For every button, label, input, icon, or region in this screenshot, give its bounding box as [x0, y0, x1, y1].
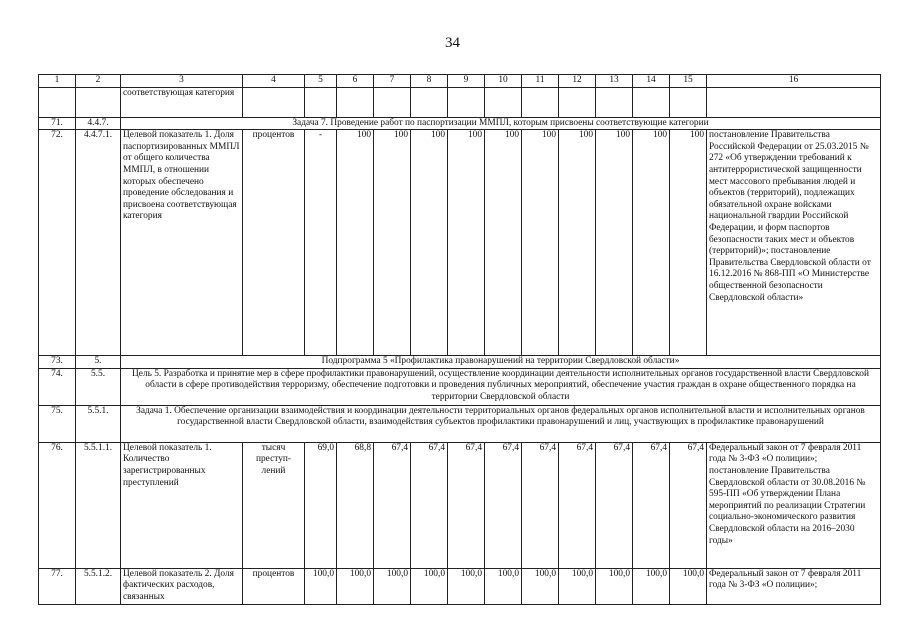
value-cell: 100,0 [670, 568, 707, 604]
value-cell: 100 [374, 130, 411, 356]
value-cell: 100 [448, 130, 485, 356]
row-code-cell: 5. [76, 356, 121, 369]
row-number-cell [39, 87, 76, 117]
table-row [39, 568, 881, 604]
table-row [39, 442, 881, 568]
column-header-12: 12 [559, 75, 596, 88]
source-document-cell: Федеральный закон от 7 февраля 2011 года № 3-ФЗ «О полиции»; постановление Правительства Свердловской области от 30.08.2016 № 595-ПП «Об утверждении Плана мероприятий по реализации Стратегии социально-экономического развития Свердловской области на 2016–2030 годы» [707, 442, 881, 568]
value-cell: 67,4 [522, 442, 559, 568]
value-cell: 67,4 [374, 442, 411, 568]
row-number-cell: 71. [39, 117, 76, 130]
column-header-3: 3 [121, 75, 243, 88]
column-header-6: 6 [337, 75, 374, 88]
table-row [39, 87, 881, 117]
column-header-15: 15 [670, 75, 707, 88]
indicator-name-cell: Целевой показатель 1. Доля паспортизированных ММПЛ от общего количества ММПЛ, в отношении которых обеспечено проведение обследования и присвоена соответствующая категория [121, 130, 243, 356]
unit-cell: процентов [243, 130, 305, 356]
value-cell: 100,0 [485, 568, 522, 604]
value-cell: 69,0 [305, 442, 337, 568]
value-cell: 67,4 [596, 442, 633, 568]
row-code-cell: 5.5.1.2. [76, 568, 121, 604]
row-number-cell: 75. [39, 405, 76, 442]
table-header-row [39, 75, 881, 88]
value-cell: 100 [522, 130, 559, 356]
subprogram-title-cell: Подпрограмма 5 «Профилактика правонарушений на территории Свердловской области» [121, 356, 881, 369]
row-code-cell: 5.5. [76, 368, 121, 405]
value-cell: - [305, 130, 337, 356]
column-header-11: 11 [522, 75, 559, 88]
value-cell: 100 [337, 130, 374, 356]
value-cell: 100,0 [596, 568, 633, 604]
column-header-16: 16 [707, 75, 881, 88]
value-cell: 67,4 [411, 442, 448, 568]
column-header-1: 1 [39, 75, 76, 88]
table-row [39, 405, 881, 442]
table-row [39, 368, 881, 405]
value-cell: 100 [485, 130, 522, 356]
value-cell: 100,0 [633, 568, 670, 604]
column-header-10: 10 [485, 75, 522, 88]
value-cell: 67,4 [448, 442, 485, 568]
column-header-9: 9 [448, 75, 485, 88]
task-title-cell: Задача 1. Обеспечение организации взаимодействия и координации деятельности территориальных органов федеральных органов исполнительной власти и исполнительных органов государственной власти Свердловской области, взаимодействия субъектов профилактики правонарушений и лиц, участвующих в профилактике правонарушений [121, 405, 881, 442]
row-number-cell: 72. [39, 130, 76, 356]
table-row [39, 356, 881, 369]
column-header-7: 7 [374, 75, 411, 88]
unit-cell: процентов [243, 568, 305, 604]
task-title-cell: Задача 7. Проведение работ по паспортизации ММПЛ, которым присвоены соответствующие категории [121, 117, 881, 130]
indicator-name-cell: соответствующая категория [121, 87, 243, 117]
row-number-cell: 77. [39, 568, 76, 604]
value-cell: 100,0 [305, 568, 337, 604]
value-cell: 100,0 [559, 568, 596, 604]
value-cell: 100 [670, 130, 707, 356]
unit-cell: тысяч преступ-лений [243, 442, 305, 568]
row-code-cell: 5.5.1.1. [76, 442, 121, 568]
source-document-cell: постановление Правительства Российской Федерации от 25.03.2015 № 272 «Об утверждении требований к антитеррористической защищенности мест массового пребывания людей и объектов (территорий), подлежащих обязательной охране войсками национальной гвардии Российской Федерации, и форм паспортов безопасности таких мест и объектов (территорий)»; постановление Правительства Свердловской области от 16.12.2016 № 868-ПП «О Министерстве общественной безопасности Свердловской области» [707, 130, 881, 356]
value-cell: 100 [411, 130, 448, 356]
value-cell: 100,0 [411, 568, 448, 604]
column-header-2: 2 [76, 75, 121, 88]
row-number-cell: 73. [39, 356, 76, 369]
goal-title-cell: Цель 5. Разработка и принятие мер в сфере профилактики правонарушений, осуществление координации деятельности исполнительных органов государственной власти Свердловской области в сфере противодействия терроризму, обеспечение подготовки и проведения публичных мероприятий, обеспечение участия граждан в охране общественного порядка на территории Свердловской области [121, 368, 881, 405]
row-number-cell: 76. [39, 442, 76, 568]
source-document-cell: Федеральный закон от 7 февраля 2011 года № 3-ФЗ «О полиции»; [707, 568, 881, 604]
value-cell: 100,0 [448, 568, 485, 604]
value-cell: 67,4 [559, 442, 596, 568]
value-cell: 67,4 [670, 442, 707, 568]
column-header-13: 13 [596, 75, 633, 88]
column-header-8: 8 [411, 75, 448, 88]
row-code-cell [76, 87, 121, 117]
value-cell: 100 [596, 130, 633, 356]
indicator-name-cell: Целевой показатель 1. Количество зарегистрированных преступлений [121, 442, 243, 568]
value-cell: 67,4 [633, 442, 670, 568]
value-cell: 100 [559, 130, 596, 356]
value-cell: 100,0 [337, 568, 374, 604]
column-header-5: 5 [305, 75, 337, 88]
indicators-table [38, 74, 881, 605]
value-cell: 67,4 [485, 442, 522, 568]
row-code-cell: 4.4.7. [76, 117, 121, 130]
column-header-4: 4 [243, 75, 305, 88]
table-row [39, 130, 881, 356]
value-cell: 68,8 [337, 442, 374, 568]
row-code-cell: 5.5.1. [76, 405, 121, 442]
row-code-cell: 4.4.7.1. [76, 130, 121, 356]
row-number-cell: 74. [39, 368, 76, 405]
table-row [39, 117, 881, 130]
value-cell: 100,0 [374, 568, 411, 604]
column-header-14: 14 [633, 75, 670, 88]
indicator-name-cell: Целевой показатель 2. Доля фактических расходов, связанных [121, 568, 243, 604]
page-number: 34 [445, 35, 460, 51]
value-cell: 100 [633, 130, 670, 356]
value-cell: 100,0 [522, 568, 559, 604]
